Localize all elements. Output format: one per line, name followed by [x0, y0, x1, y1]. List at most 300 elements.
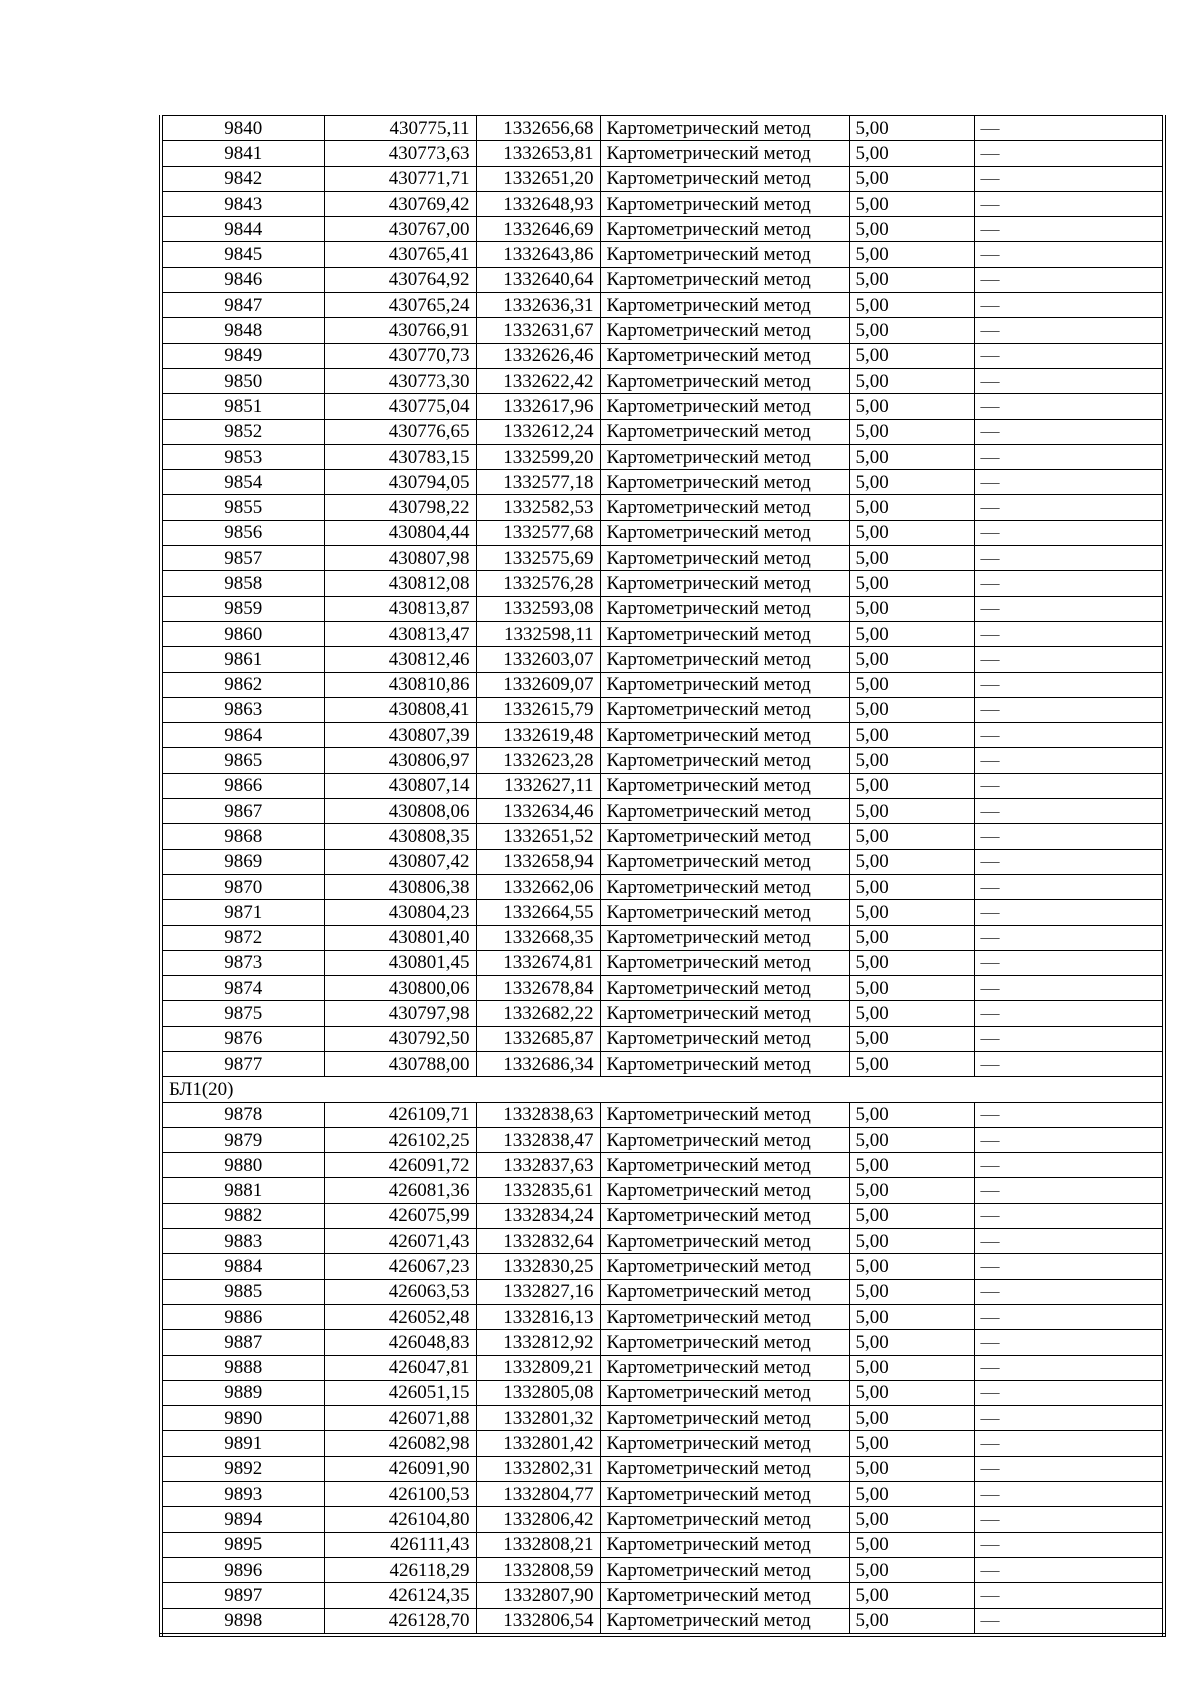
accuracy-cell: 5,00	[849, 419, 974, 444]
y-coordinate-cell: 1332622,42	[476, 368, 600, 393]
x-coordinate-cell: 426063,53	[324, 1279, 476, 1304]
x-coordinate-cell: 430776,65	[324, 419, 476, 444]
note-cell: —	[974, 925, 1164, 950]
table-row	[161, 1102, 1164, 1127]
point-number-cell: 9888	[161, 1355, 324, 1380]
table-row	[161, 1051, 1164, 1076]
x-coordinate-cell: 430807,42	[324, 849, 476, 874]
y-coordinate-cell: 1332834,24	[476, 1203, 600, 1228]
x-coordinate-cell: 430801,40	[324, 925, 476, 950]
x-coordinate-cell: 430807,98	[324, 546, 476, 571]
accuracy-cell: 5,00	[849, 1431, 974, 1456]
note-cell: —	[974, 1482, 1164, 1507]
note-cell: —	[974, 293, 1164, 318]
point-number-cell: 9843	[161, 191, 324, 216]
method-cell: Картометрический метод	[600, 874, 849, 899]
method-cell: Картометрический метод	[600, 596, 849, 621]
point-number-cell: 9874	[161, 976, 324, 1001]
note-cell: —	[974, 1583, 1164, 1608]
point-number-cell: 9882	[161, 1203, 324, 1228]
point-number-cell: 9880	[161, 1153, 324, 1178]
method-cell: Картометрический метод	[600, 1304, 849, 1329]
method-cell: Картометрический метод	[600, 1507, 849, 1532]
note-cell: —	[974, 672, 1164, 697]
y-coordinate-cell: 1332806,42	[476, 1507, 600, 1532]
accuracy-cell: 5,00	[849, 571, 974, 596]
accuracy-cell: 5,00	[849, 1507, 974, 1532]
note-cell: —	[974, 1001, 1164, 1026]
method-cell: Картометрический метод	[600, 293, 849, 318]
note-cell: —	[974, 1380, 1164, 1405]
note-cell: —	[974, 1203, 1164, 1228]
method-cell: Картометрический метод	[600, 723, 849, 748]
table-row	[161, 419, 1164, 444]
x-coordinate-cell: 430773,30	[324, 368, 476, 393]
point-number-cell: 9869	[161, 849, 324, 874]
accuracy-cell: 5,00	[849, 900, 974, 925]
method-cell: Картометрический метод	[600, 1026, 849, 1051]
y-coordinate-cell: 1332576,28	[476, 571, 600, 596]
y-coordinate-cell: 1332809,21	[476, 1355, 600, 1380]
table-row	[161, 824, 1164, 849]
x-coordinate-cell: 426091,90	[324, 1456, 476, 1481]
table-row	[161, 1026, 1164, 1051]
point-number-cell: 9848	[161, 318, 324, 343]
accuracy-cell: 5,00	[849, 647, 974, 672]
note-cell: —	[974, 419, 1164, 444]
x-coordinate-cell: 430766,91	[324, 318, 476, 343]
method-cell: Картометрический метод	[600, 242, 849, 267]
table-row	[161, 672, 1164, 697]
method-cell: Картометрический метод	[600, 900, 849, 925]
point-number-cell: 9846	[161, 267, 324, 292]
point-number-cell: 9841	[161, 141, 324, 166]
point-number-cell: 9842	[161, 166, 324, 191]
table-row	[161, 976, 1164, 1001]
method-cell: Картометрический метод	[600, 343, 849, 368]
point-number-cell: 9883	[161, 1229, 324, 1254]
accuracy-cell: 5,00	[849, 672, 974, 697]
y-coordinate-cell: 1332664,55	[476, 900, 600, 925]
point-number-cell: 9889	[161, 1380, 324, 1405]
accuracy-cell: 5,00	[849, 723, 974, 748]
note-cell: —	[974, 444, 1164, 469]
x-coordinate-cell: 430792,50	[324, 1026, 476, 1051]
table-row	[161, 900, 1164, 925]
y-coordinate-cell: 1332634,46	[476, 799, 600, 824]
method-cell: Картометрический метод	[600, 217, 849, 242]
note-cell: —	[974, 950, 1164, 975]
section-heading-row	[161, 1077, 1164, 1102]
accuracy-cell: 5,00	[849, 470, 974, 495]
accuracy-cell: 5,00	[849, 267, 974, 292]
point-number-cell: 9879	[161, 1127, 324, 1152]
accuracy-cell: 5,00	[849, 925, 974, 950]
method-cell: Картометрический метод	[600, 166, 849, 191]
method-cell: Картометрический метод	[600, 1178, 849, 1203]
point-number-cell: 9863	[161, 697, 324, 722]
note-cell: —	[974, 1532, 1164, 1557]
y-coordinate-cell: 1332838,47	[476, 1127, 600, 1152]
x-coordinate-cell: 426128,70	[324, 1608, 476, 1635]
accuracy-cell: 5,00	[849, 368, 974, 393]
accuracy-cell: 5,00	[849, 773, 974, 798]
x-coordinate-cell: 426091,72	[324, 1153, 476, 1178]
y-coordinate-cell: 1332593,08	[476, 596, 600, 621]
note-cell: —	[974, 1051, 1164, 1076]
note-cell: —	[974, 571, 1164, 596]
note-cell: —	[974, 242, 1164, 267]
table-row	[161, 318, 1164, 343]
y-coordinate-cell: 1332686,34	[476, 1051, 600, 1076]
y-coordinate-cell: 1332603,07	[476, 647, 600, 672]
x-coordinate-cell: 430804,44	[324, 520, 476, 545]
table-row	[161, 1153, 1164, 1178]
y-coordinate-cell: 1332609,07	[476, 672, 600, 697]
table-row	[161, 1507, 1164, 1532]
y-coordinate-cell: 1332656,68	[476, 116, 600, 141]
accuracy-cell: 5,00	[849, 1557, 974, 1582]
point-number-cell: 9865	[161, 748, 324, 773]
accuracy-cell: 5,00	[849, 166, 974, 191]
table-row	[161, 1178, 1164, 1203]
table-row	[161, 1431, 1164, 1456]
y-coordinate-cell: 1332801,42	[476, 1431, 600, 1456]
accuracy-cell: 5,00	[849, 217, 974, 242]
table-row	[161, 1254, 1164, 1279]
x-coordinate-cell: 430804,23	[324, 900, 476, 925]
method-cell: Картометрический метод	[600, 1254, 849, 1279]
x-coordinate-cell: 430770,73	[324, 343, 476, 368]
y-coordinate-cell: 1332631,67	[476, 318, 600, 343]
y-coordinate-cell: 1332582,53	[476, 495, 600, 520]
point-number-cell: 9853	[161, 444, 324, 469]
y-coordinate-cell: 1332827,16	[476, 1279, 600, 1304]
x-coordinate-cell: 430806,97	[324, 748, 476, 773]
point-number-cell: 9870	[161, 874, 324, 899]
accuracy-cell: 5,00	[849, 1304, 974, 1329]
table-row	[161, 116, 1164, 141]
note-cell: —	[974, 520, 1164, 545]
y-coordinate-cell: 1332623,28	[476, 748, 600, 773]
note-cell: —	[974, 723, 1164, 748]
table-row	[161, 546, 1164, 571]
accuracy-cell: 5,00	[849, 1127, 974, 1152]
accuracy-cell: 5,00	[849, 697, 974, 722]
y-coordinate-cell: 1332802,31	[476, 1456, 600, 1481]
y-coordinate-cell: 1332577,68	[476, 520, 600, 545]
accuracy-cell: 5,00	[849, 1001, 974, 1026]
method-cell: Картометрический метод	[600, 1153, 849, 1178]
method-cell: Картометрический метод	[600, 191, 849, 216]
x-coordinate-cell: 426071,88	[324, 1406, 476, 1431]
note-cell: —	[974, 318, 1164, 343]
point-number-cell: 9851	[161, 394, 324, 419]
table-row	[161, 571, 1164, 596]
method-cell: Картометрический метод	[600, 1051, 849, 1076]
table-row	[161, 950, 1164, 975]
y-coordinate-cell: 1332626,46	[476, 343, 600, 368]
table-row	[161, 191, 1164, 216]
method-cell: Картометрический метод	[600, 1203, 849, 1228]
x-coordinate-cell: 430773,63	[324, 141, 476, 166]
x-coordinate-cell: 426104,80	[324, 1507, 476, 1532]
method-cell: Картометрический метод	[600, 1456, 849, 1481]
table-row	[161, 647, 1164, 672]
x-coordinate-cell: 426052,48	[324, 1304, 476, 1329]
method-cell: Картометрический метод	[600, 470, 849, 495]
accuracy-cell: 5,00	[849, 1355, 974, 1380]
x-coordinate-cell: 430797,98	[324, 1001, 476, 1026]
method-cell: Картометрический метод	[600, 444, 849, 469]
method-cell: Картометрический метод	[600, 419, 849, 444]
accuracy-cell: 5,00	[849, 1380, 974, 1405]
x-coordinate-cell: 426082,98	[324, 1431, 476, 1456]
point-number-cell: 9872	[161, 925, 324, 950]
note-cell: —	[974, 217, 1164, 242]
table-row	[161, 495, 1164, 520]
x-coordinate-cell: 430798,22	[324, 495, 476, 520]
point-number-cell: 9856	[161, 520, 324, 545]
y-coordinate-cell: 1332577,18	[476, 470, 600, 495]
x-coordinate-cell: 426111,43	[324, 1532, 476, 1557]
accuracy-cell: 5,00	[849, 950, 974, 975]
point-number-cell: 9881	[161, 1178, 324, 1203]
note-cell: —	[974, 495, 1164, 520]
point-number-cell: 9847	[161, 293, 324, 318]
x-coordinate-cell: 430812,08	[324, 571, 476, 596]
y-coordinate-cell: 1332682,22	[476, 1001, 600, 1026]
table-row	[161, 849, 1164, 874]
accuracy-cell: 5,00	[849, 621, 974, 646]
table-row	[161, 1203, 1164, 1228]
method-cell: Картометрический метод	[600, 1102, 849, 1127]
y-coordinate-cell: 1332832,64	[476, 1229, 600, 1254]
table-row	[161, 1482, 1164, 1507]
accuracy-cell: 5,00	[849, 1482, 974, 1507]
x-coordinate-cell: 430807,39	[324, 723, 476, 748]
table-row	[161, 1330, 1164, 1355]
table-row	[161, 520, 1164, 545]
x-coordinate-cell: 430783,15	[324, 444, 476, 469]
table-row	[161, 748, 1164, 773]
point-number-cell: 9850	[161, 368, 324, 393]
method-cell: Картометрический метод	[600, 849, 849, 874]
point-number-cell: 9859	[161, 596, 324, 621]
table-row	[161, 1001, 1164, 1026]
method-cell: Картометрический метод	[600, 141, 849, 166]
x-coordinate-cell: 430806,38	[324, 874, 476, 899]
method-cell: Картометрический метод	[600, 748, 849, 773]
note-cell: —	[974, 874, 1164, 899]
y-coordinate-cell: 1332651,20	[476, 166, 600, 191]
table-row	[161, 343, 1164, 368]
table-row	[161, 394, 1164, 419]
table-row	[161, 1532, 1164, 1557]
accuracy-cell: 5,00	[849, 293, 974, 318]
point-number-cell: 9892	[161, 1456, 324, 1481]
accuracy-cell: 5,00	[849, 1583, 974, 1608]
point-number-cell: 9887	[161, 1330, 324, 1355]
accuracy-cell: 5,00	[849, 141, 974, 166]
note-cell: —	[974, 1355, 1164, 1380]
note-cell: —	[974, 116, 1164, 141]
method-cell: Картометрический метод	[600, 950, 849, 975]
method-cell: Картометрический метод	[600, 1229, 849, 1254]
table-row	[161, 444, 1164, 469]
x-coordinate-cell: 430765,41	[324, 242, 476, 267]
method-cell: Картометрический метод	[600, 116, 849, 141]
method-cell: Картометрический метод	[600, 1532, 849, 1557]
point-number-cell: 9844	[161, 217, 324, 242]
method-cell: Картометрический метод	[600, 697, 849, 722]
note-cell: —	[974, 1178, 1164, 1203]
y-coordinate-cell: 1332615,79	[476, 697, 600, 722]
y-coordinate-cell: 1332640,64	[476, 267, 600, 292]
point-number-cell: 9893	[161, 1482, 324, 1507]
method-cell: Картометрический метод	[600, 1406, 849, 1431]
note-cell: —	[974, 1229, 1164, 1254]
y-coordinate-cell: 1332838,63	[476, 1102, 600, 1127]
table-row	[161, 1304, 1164, 1329]
x-coordinate-cell: 426048,83	[324, 1330, 476, 1355]
x-coordinate-cell: 426100,53	[324, 1482, 476, 1507]
x-coordinate-cell: 426109,71	[324, 1102, 476, 1127]
point-number-cell: 9857	[161, 546, 324, 571]
note-cell: —	[974, 546, 1164, 571]
point-number-cell: 9890	[161, 1406, 324, 1431]
point-number-cell: 9855	[161, 495, 324, 520]
y-coordinate-cell: 1332801,32	[476, 1406, 600, 1431]
y-coordinate-cell: 1332662,06	[476, 874, 600, 899]
method-cell: Картометрический метод	[600, 976, 849, 1001]
y-coordinate-cell: 1332806,54	[476, 1608, 600, 1635]
note-cell: —	[974, 267, 1164, 292]
table-row	[161, 1279, 1164, 1304]
accuracy-cell: 5,00	[849, 1026, 974, 1051]
table-row	[161, 368, 1164, 393]
note-cell: —	[974, 976, 1164, 1001]
method-cell: Картометрический метод	[600, 1557, 849, 1582]
method-cell: Картометрический метод	[600, 546, 849, 571]
x-coordinate-cell: 426118,29	[324, 1557, 476, 1582]
note-cell: —	[974, 394, 1164, 419]
accuracy-cell: 5,00	[849, 874, 974, 899]
table-row	[161, 1355, 1164, 1380]
method-cell: Картометрический метод	[600, 1583, 849, 1608]
note-cell: —	[974, 1026, 1164, 1051]
x-coordinate-cell: 430771,71	[324, 166, 476, 191]
note-cell: —	[974, 1279, 1164, 1304]
accuracy-cell: 5,00	[849, 191, 974, 216]
x-coordinate-cell: 430810,86	[324, 672, 476, 697]
note-cell: —	[974, 1431, 1164, 1456]
accuracy-cell: 5,00	[849, 546, 974, 571]
method-cell: Картометрический метод	[600, 495, 849, 520]
note-cell: —	[974, 824, 1164, 849]
table-row	[161, 242, 1164, 267]
table-row	[161, 799, 1164, 824]
accuracy-cell: 5,00	[849, 1178, 974, 1203]
y-coordinate-cell: 1332658,94	[476, 849, 600, 874]
y-coordinate-cell: 1332627,11	[476, 773, 600, 798]
method-cell: Картометрический метод	[600, 1355, 849, 1380]
note-cell: —	[974, 343, 1164, 368]
y-coordinate-cell: 1332617,96	[476, 394, 600, 419]
method-cell: Картометрический метод	[600, 1330, 849, 1355]
method-cell: Картометрический метод	[600, 672, 849, 697]
y-coordinate-cell: 1332837,63	[476, 1153, 600, 1178]
y-coordinate-cell: 1332651,52	[476, 824, 600, 849]
accuracy-cell: 5,00	[849, 1532, 974, 1557]
note-cell: —	[974, 596, 1164, 621]
method-cell: Картометрический метод	[600, 318, 849, 343]
note-cell: —	[974, 697, 1164, 722]
table-row	[161, 166, 1164, 191]
y-coordinate-cell: 1332619,48	[476, 723, 600, 748]
y-coordinate-cell: 1332646,69	[476, 217, 600, 242]
x-coordinate-cell: 430775,11	[324, 116, 476, 141]
point-number-cell: 9885	[161, 1279, 324, 1304]
x-coordinate-cell: 426075,99	[324, 1203, 476, 1228]
point-number-cell: 9871	[161, 900, 324, 925]
note-cell: —	[974, 1557, 1164, 1582]
method-cell: Картометрический метод	[600, 1608, 849, 1635]
accuracy-cell: 5,00	[849, 976, 974, 1001]
method-cell: Картометрический метод	[600, 799, 849, 824]
method-cell: Картометрический метод	[600, 824, 849, 849]
table-row	[161, 697, 1164, 722]
point-number-cell: 9894	[161, 1507, 324, 1532]
accuracy-cell: 5,00	[849, 1279, 974, 1304]
table-row	[161, 1127, 1164, 1152]
note-cell: —	[974, 368, 1164, 393]
point-number-cell: 9891	[161, 1431, 324, 1456]
point-number-cell: 9895	[161, 1532, 324, 1557]
x-coordinate-cell: 430808,06	[324, 799, 476, 824]
note-cell: —	[974, 1456, 1164, 1481]
section-heading: БЛ1(20)	[161, 1077, 1164, 1102]
method-cell: Картометрический метод	[600, 394, 849, 419]
table-row	[161, 1557, 1164, 1582]
x-coordinate-cell: 430813,47	[324, 621, 476, 646]
note-cell: —	[974, 1406, 1164, 1431]
point-number-cell: 9840	[161, 116, 324, 141]
table-row	[161, 1229, 1164, 1254]
table-row	[161, 1608, 1164, 1635]
note-cell: —	[974, 900, 1164, 925]
y-coordinate-cell: 1332636,31	[476, 293, 600, 318]
coordinates-table	[159, 115, 1166, 1637]
accuracy-cell: 5,00	[849, 1203, 974, 1228]
accuracy-cell: 5,00	[849, 116, 974, 141]
table-row	[161, 470, 1164, 495]
accuracy-cell: 5,00	[849, 495, 974, 520]
method-cell: Картометрический метод	[600, 647, 849, 672]
point-number-cell: 9845	[161, 242, 324, 267]
table-row	[161, 141, 1164, 166]
x-coordinate-cell: 430800,06	[324, 976, 476, 1001]
point-number-cell: 9884	[161, 1254, 324, 1279]
table-row	[161, 925, 1164, 950]
table-row	[161, 1583, 1164, 1608]
note-cell: —	[974, 1507, 1164, 1532]
note-cell: —	[974, 773, 1164, 798]
note-cell: —	[974, 166, 1164, 191]
y-coordinate-cell: 1332643,86	[476, 242, 600, 267]
note-cell: —	[974, 1304, 1164, 1329]
accuracy-cell: 5,00	[849, 394, 974, 419]
